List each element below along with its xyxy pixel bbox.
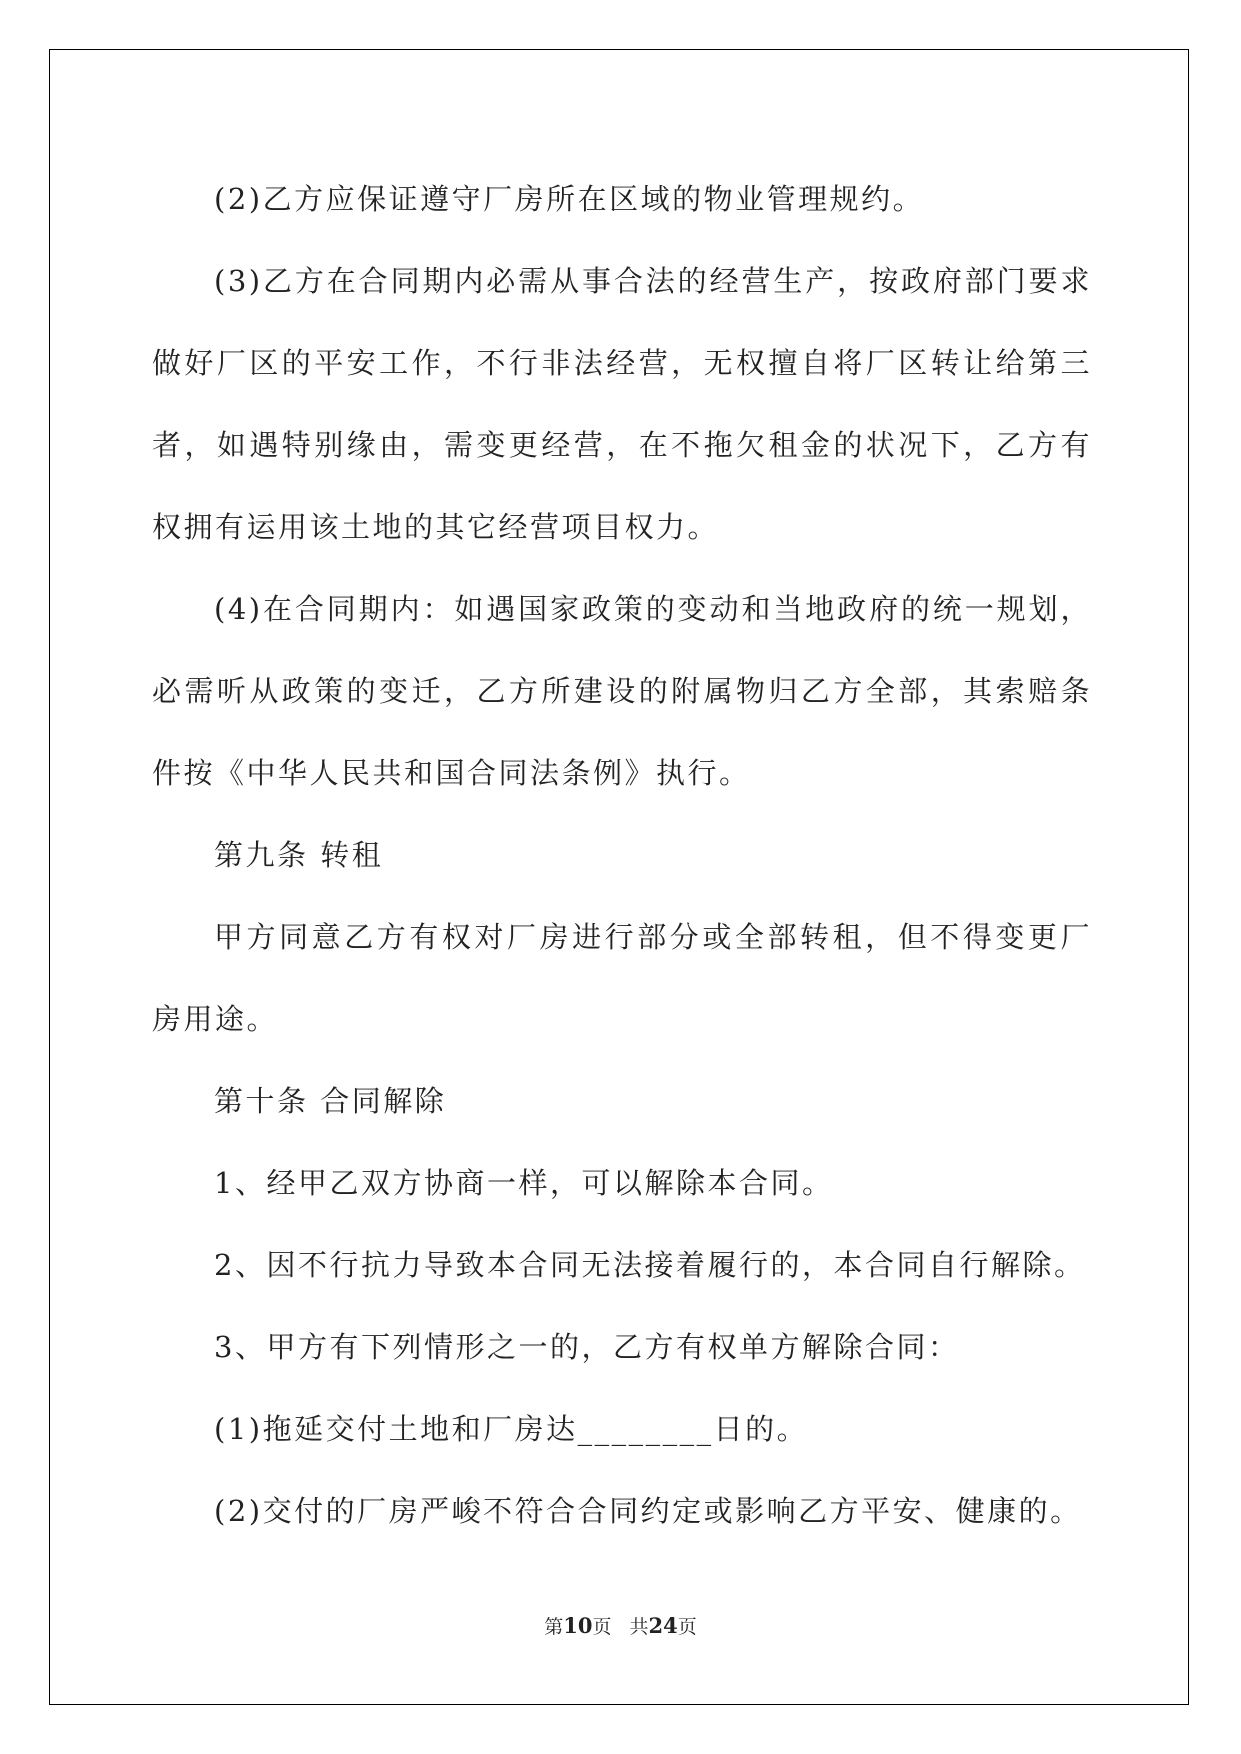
page-number: 10	[563, 1613, 593, 1638]
total-suffix: 页	[677, 1616, 697, 1638]
list-item: (2)交付的厂房严峻不符合合同约定或影响乙方平安、健康的。	[214, 1494, 1082, 1528]
document-body	[152, 158, 1092, 1552]
list-item: 2、因不行抗力导致本合同无法接着履行的，本合同自行解除。	[214, 1248, 1086, 1282]
section-heading: 第十条 合同解除	[214, 1084, 447, 1118]
page-footer	[0, 1612, 1241, 1639]
paragraph: (4)在合同期内：如遇国家政策的变动和当地政府的统一规划，必需听从政策的变迁，乙方所建设的附属物归乙方全部，其索赔条件按《中华人民共和国合同法条例》执行。	[152, 592, 1092, 790]
paragraph: (2)乙方应保证遵守厂房所在区域的物业管理规约。	[214, 182, 925, 216]
list-item: 3、甲方有下列情形之一的，乙方有权单方解除合同：	[214, 1330, 960, 1364]
page-suffix: 页	[592, 1616, 612, 1638]
paragraph: (3)乙方在合同期内必需从事合法的经营生产，按政府部门要求做好厂区的平安工作，不行非法经营，无权擅自将厂区转让给第三者，如遇特别缘由，需变更经营，在不拖欠租金的状况下，乙方有权拥有运用该土地的其它经营项目权力。	[152, 264, 1092, 544]
total-prefix: 共	[629, 1616, 649, 1638]
total-pages: 24	[648, 1613, 678, 1638]
list-item: (1)拖延交付土地和厂房达________日的。	[214, 1412, 809, 1446]
page-prefix: 第	[544, 1616, 564, 1638]
list-item: 1、经甲乙双方协商一样，可以解除本合同。	[214, 1166, 834, 1200]
paragraph: 甲方同意乙方有权对厂房进行部分或全部转租，但不得变更厂房用途。	[152, 920, 1092, 1036]
section-heading: 第九条 转租	[214, 838, 384, 872]
